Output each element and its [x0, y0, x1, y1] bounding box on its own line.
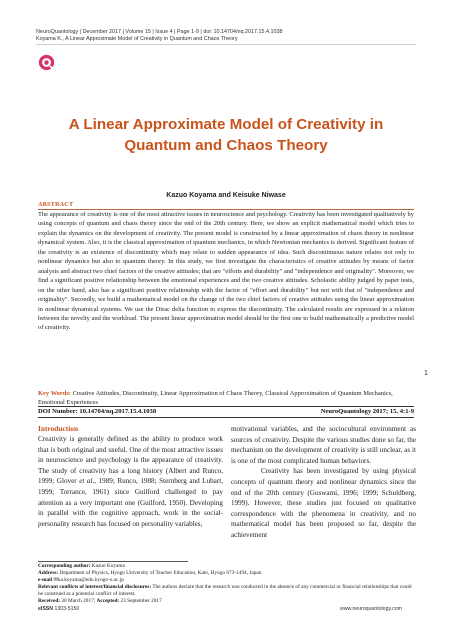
corresponding-author-label: Corresponding author:	[38, 563, 91, 569]
intro-text-part1: Creativity is generally defined as the ability to produce work that is both original and useful. One of the most attractive issues in neuroscience and psychology is the appearance of creativity. The study of creativity has a long history (Albert and Runco, 1999; Glover	[38, 435, 223, 486]
introduction-paragraph	[38, 434, 223, 529]
journal-citation-line: NeuroQuantology | December 2017 | Volume 15 | Issue 4 | Page 1-9 | doi: 10.14704/nq.2017.15.4.1038	[36, 29, 283, 35]
conflicts-label: Relevant conflicts of interest/financial disclosures:	[38, 584, 152, 591]
dates-line	[38, 598, 414, 605]
corresponding-author-block	[38, 563, 414, 606]
footer-issn	[38, 606, 79, 612]
keywords-list: Creative Attitudes, Discontinuity, Linear Approximation of Chaos Theory, Classical Approximation of Quantum Mechanics, Emotional Experiences	[38, 390, 393, 406]
article-title: A Linear Approximate Model of Creativity in Quantum and Chaos Theory	[68, 116, 384, 154]
introduction-heading: Introduction	[38, 424, 79, 433]
accepted-label: Accepted:	[96, 598, 120, 605]
page-number: 1	[424, 370, 428, 377]
footer-url[interactable]: www.neuroquantology.com	[340, 606, 402, 612]
email-value[interactable]: ✉ka.koyama@edu.hyogo-u.ac.jp	[52, 577, 124, 584]
issn-value: 1303-5150	[53, 606, 80, 612]
footnote-rule	[38, 561, 188, 562]
right-column-paragraph-2: Creativity has been investigated by using physical concepts of quantum theory and nonlinear dynamics since the end of the 20th century (Goswami, 1996; 1999; Schuldberg, 1999). However, these studies just focused on qualitative correspondence with the phenomena in creativity, and no mathematical model has been proposed so far, despite the achievement	[231, 467, 416, 539]
conflicts-line	[38, 584, 414, 598]
article-short-title-line: Koyama K., A Linear Approximate Model of Creativity in Quantum and Chaos Theory	[36, 36, 238, 43]
corresponding-author-name: Kazuo Koyama	[90, 563, 125, 569]
article-authors: Kazuo Koyama and Keisuke Niwase	[166, 192, 286, 199]
received-date: 30 March 2017;	[60, 598, 97, 605]
conflicts-value: The authors declare that the research was conducted in the absence of any commercial or financial relationships that could be construed as a potential conflict of interest.	[38, 584, 412, 598]
neuroquantology-logo-icon	[38, 54, 55, 71]
body-column-left	[38, 424, 223, 529]
intro-text-etal: et al.	[79, 477, 95, 486]
doi-bottom-rule	[38, 417, 414, 418]
keywords-label: Key Words:	[38, 390, 71, 397]
doi-number: DOI Number: 10.14704/nq.2017.15.4.1038	[38, 408, 157, 415]
address-line	[38, 570, 414, 577]
abstract-heading: ABSTRACT	[38, 201, 74, 208]
address-label: Address:	[38, 570, 59, 577]
issn-label: eISSN	[38, 606, 53, 612]
keywords	[38, 389, 414, 407]
header-divider	[36, 44, 416, 45]
address-value: Department of Physics, Hyogo University of Teacher Education, Kato, Hyogo 673-1494, Japan	[58, 570, 262, 577]
right-column-paragraph-1: motivational variables, and the sociocultural environment as sources of creativity. Despite the various studies done so far, the mechanism on the development of creativity is still unclear, as it is one of the most complicated human behaviors.	[231, 425, 416, 465]
journal-volume-citation: NeuroQuantology 2017; 15, 4:1-9	[320, 408, 414, 415]
accepted-date: 23 September 2017	[119, 598, 162, 605]
running-header	[36, 29, 282, 44]
received-label: Received:	[38, 598, 61, 605]
email-label: e-mail	[38, 577, 53, 584]
intro-text-part2: , 1989; Runco, 1988; Sternberg and Lubart, 1999; Torrance, 1961) since Guilford challenged to pay attention as a very important one (Guilford, 1950). Developing in parallel with the cognitive approach, work in the social-personality research has focused on personality variables,	[38, 477, 224, 528]
doi-bar	[38, 407, 414, 416]
abstract-text: The appearance of creativity is one of the most attractive issues in neuroscience and psychology. Creativity has been investigated qualitatively by using concepts of quantum and chaos theory since the end of the 20th century. Here, we show an explicit mathematical model which tries to explain the dynamics on the development of creativity. The present model is constructed by a linear approximation of chaos theory in nonlinear dynamical system. Also, it is the classical approximation of quantum mechanics, in which Newtonian mechanics is derived. Significant feature of the creativity is an existence of discontinuity which may relate to sudden appearance of idea. Such discontinuous nature relates not only to nonlinear dynamics but also to quantum theory. In this study, we first investigate the characteristics of creative attitudes by means of factor analysis and abstract two chief factors of the creative attitudes; that are "efforts and durability" and "independence and originality". Moreover, we find a significant positive relationship between the emotional experiences and the two creative attitudes. Scholastic ability judged by paper tests, on the other hand, also has a significant positive relationship with the factor of "effort and durability" but not with that of "independence and originality". Secondly, we build a mathematical model on the change of the two chief factors of creative attitudes using the linear approximation in nonlinear dynamical systems. We use the Dirac delta function to express the discontinuity. The calculated results are expressed in a relation between the novelty and the workload. The present linear approximation model should be the first one to build mathematically a predictive model of creativity.	[38, 211, 414, 332]
body-column-right	[231, 424, 416, 541]
